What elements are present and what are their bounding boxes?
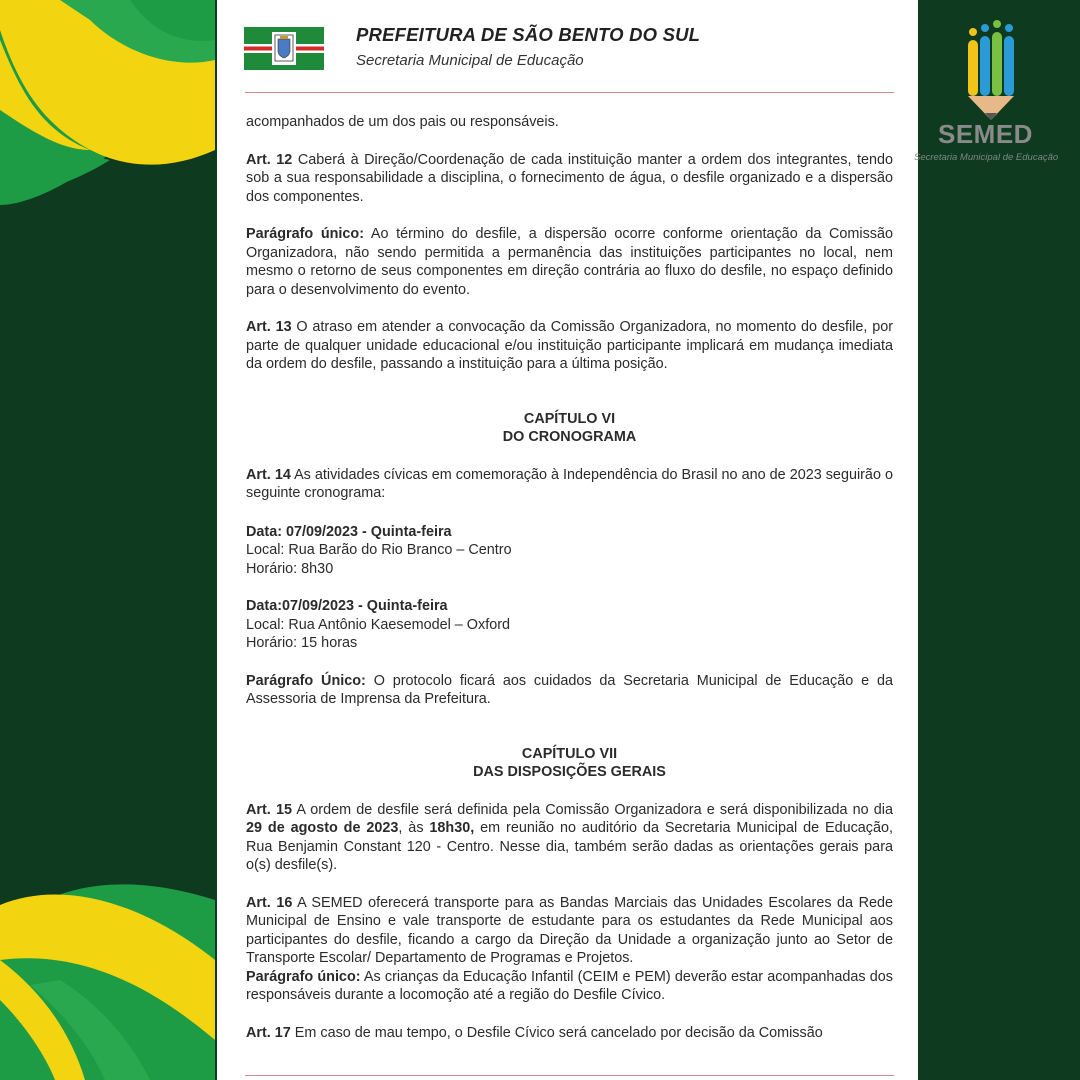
header-divider	[245, 92, 894, 93]
article-text: A ordem de desfile será definida pela Comissão Organizadora e será disponibilizada no dia	[291, 801, 893, 818]
paragraph-unico-2	[246, 672, 893, 709]
footer-divider	[245, 1075, 894, 1076]
ribbon-bottom-left	[0, 884, 215, 1080]
chapter-number: CAPÍTULO VII	[521, 745, 618, 762]
article-label: Art. 14	[246, 466, 291, 483]
paragraph-text: Ao término do desfile, a dispersão ocorre conforme orientação da Comissão Organizadora, não sendo permitida a permanência das instituições participantes no local, nem mesmo o retorno de seus componentes em direção contrária ao fluxo do desfile, no espaço definido para o desenvolvimento do evento.	[246, 226, 893, 298]
event-time: Horário: 15 horas	[246, 635, 358, 651]
paragraph-continuation: acompanhados de um dos pais ou responsáveis.	[246, 114, 559, 130]
event-date: Data:07/09/2023 - Quinta-feira	[246, 598, 448, 614]
municipal-flag-icon	[244, 27, 324, 70]
chapter-number: CAPÍTULO VI	[523, 410, 616, 427]
article-12	[246, 151, 893, 207]
ribbon-top-left	[0, 0, 215, 205]
paragraph-label: Parágrafo único:	[246, 226, 365, 242]
article-17	[246, 1024, 893, 1043]
article-label: Art. 16	[246, 894, 293, 911]
article-text: O atraso em atender a convocação da Comissão Organizadora, no momento do desfile, por parte de qualquer unidade educacional e/ou instituição participante implicará em mudança imediata da ordem do desfile, passando a instituição para a última posição.	[246, 319, 894, 372]
meeting-date: 29 de agosto de 2023	[246, 820, 399, 836]
paragraph-text: As crianças da Educação Infantil (CEIM e PEM) deverão estar acompanhadas dos responsáveis durante a locomoção até a região do Desfile Cívico.	[246, 968, 893, 1003]
article-label: Art. 13	[246, 319, 292, 335]
article-15	[246, 801, 893, 875]
article-text: em reunião no auditório da Secretaria Municipal de Educação, Rua Benjamin Constant 120 - Centro. Nesse dia, também serão dadas as orientações gerais para o(s) desfile(s).	[246, 820, 893, 873]
meeting-time: 18h30,	[429, 820, 475, 836]
semed-tagline: Secretaria Municipal de Educação	[914, 152, 1059, 163]
semed-wordmark: SEMED	[938, 119, 1033, 149]
article-text: As atividades cívicas em comemoração à Independência do Brasil no ano de 2023 seguirão o seguinte cronograma:	[246, 466, 893, 501]
paragraph-label: Parágrafo Único:	[246, 672, 366, 689]
article-label: Art. 12	[246, 151, 293, 168]
event-date: Data: 07/09/2023 - Quinta-feira	[246, 523, 452, 540]
chapter-title: DO CRONOGRAMA	[502, 429, 637, 445]
article-13	[246, 318, 893, 374]
paragraph-text: O protocolo ficará aos cuidados da Secretaria Municipal de Educação e da Assessoria de Imprensa da Prefeitura.	[246, 672, 893, 707]
article-text: Em caso de mau tempo, o Desfile Cívico será cancelado por decisão da Comissão	[290, 1024, 823, 1041]
article-text: , às	[398, 820, 430, 836]
article-text: Caberá à Direção/Coordenação de cada instituição manter a ordem dos integrantes, tendo sob a sua responsabilidade a disciplina, o fornecimento de água, o desfile organizado e a dispersão dos componentes.	[246, 151, 894, 205]
article-text: A SEMED oferecerá transporte para as Bandas Marciais das Unidades Escolares da Rede Municipal de Ensino e vale transporte de estudante para os estudantes da Rede Municipal aos participantes do desfile, ficando a cargo da Direção da Unidade a organização junto ao Setor de Transporte Escolar/ Departamento de Programas e Projetos.	[246, 894, 893, 966]
header-subtitle: Secretaria Municipal de Educação	[356, 52, 584, 69]
event-location: Local: Rua Antônio Kaesemodel – Oxford	[246, 616, 510, 633]
paragraph-unico-3	[246, 968, 893, 1005]
article-16	[246, 894, 893, 968]
event-location: Local: Rua Barão do Rio Branco – Centro	[246, 542, 512, 558]
document-page	[217, 0, 918, 1080]
event-time: Horário: 8h30	[246, 560, 334, 577]
paragraph-label: Parágrafo único:	[246, 968, 361, 985]
article-14	[246, 466, 893, 503]
paragraph-unico-1	[246, 225, 893, 299]
document-body	[246, 113, 893, 1042]
article-label: Art. 15	[246, 801, 292, 818]
chapter-title: DAS DISPOSIÇÕES GERAIS	[473, 764, 666, 780]
header-title: PREFEITURA DE SÃO BENTO DO SUL	[356, 24, 701, 45]
article-label: Art. 17	[246, 1024, 291, 1041]
